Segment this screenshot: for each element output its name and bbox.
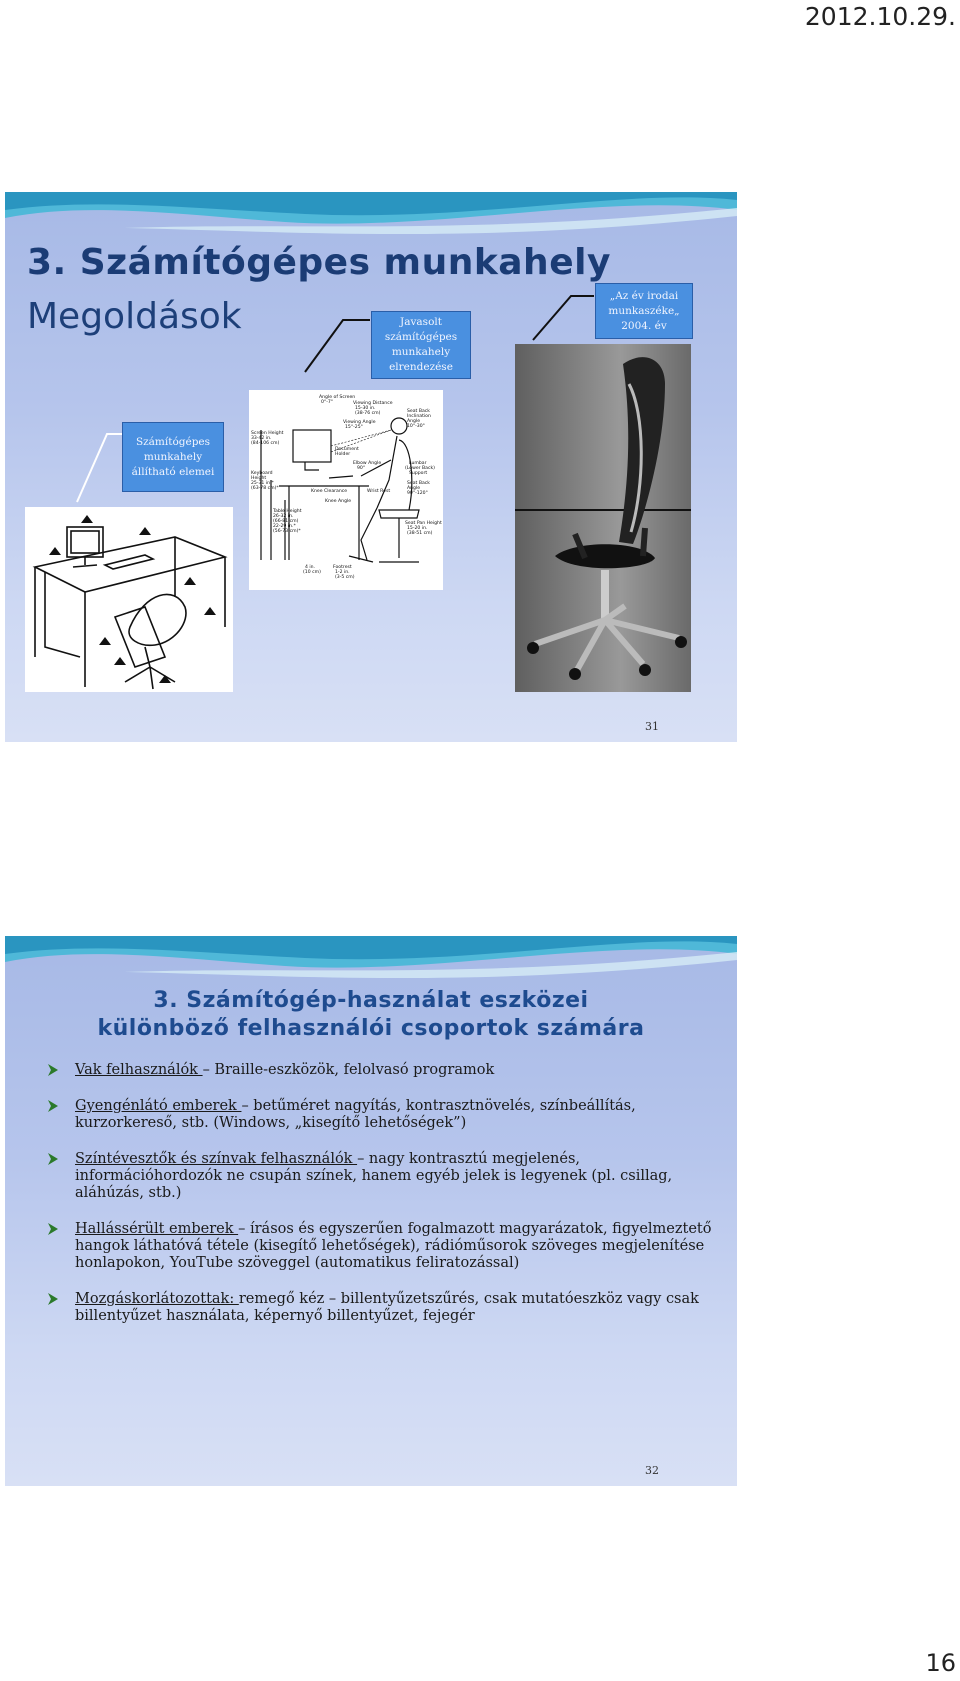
slide-number: 31 — [645, 720, 659, 733]
svg-text:(10 cm): (10 cm) — [303, 570, 321, 575]
svg-text:4 in.: 4 in. — [305, 565, 316, 570]
svg-text:(38-51 cm): (38-51 cm) — [407, 531, 433, 536]
print-date: 2012.10.29. — [804, 2, 956, 31]
svg-text:90°-120°: 90°-120° — [407, 491, 428, 496]
callout-adjustable-elements: Számítógépes munkahely állítható elemei — [122, 422, 224, 492]
svg-text:(Lower Back): (Lower Back) — [405, 466, 435, 471]
svg-text:Viewing Distance: Viewing Distance — [353, 401, 393, 406]
list-item — [47, 1291, 717, 1325]
svg-text:Seat Back: Seat Back — [407, 481, 430, 486]
svg-text:Angle: Angle — [407, 419, 421, 424]
svg-text:33-42 in.: 33-42 in. — [251, 436, 272, 441]
svg-text:Screen Height: Screen Height — [251, 431, 284, 436]
svg-text:Viewing Angle: Viewing Angle — [343, 420, 376, 425]
svg-text:Footrest: Footrest — [333, 565, 352, 570]
adjustable-workstation-illustration — [25, 507, 233, 692]
svg-text:Angle: Angle — [407, 486, 421, 491]
svg-text:(56-73 cm)*: (56-73 cm)* — [273, 529, 301, 534]
svg-text:Elbow Angle: Elbow Angle — [353, 461, 382, 466]
svg-text:15°-25°: 15°-25° — [345, 425, 363, 430]
group-term: Vak felhasználók — [75, 1062, 203, 1078]
svg-text:Inclination: Inclination — [407, 414, 431, 419]
list-item — [47, 1062, 717, 1079]
svg-text:Angle of Screen: Angle of Screen — [319, 395, 356, 400]
list-item — [47, 1151, 717, 1202]
svg-text:15-20 in.: 15-20 in. — [407, 526, 428, 531]
svg-text:Seat Back: Seat Back — [407, 409, 430, 414]
svg-text:(3-5 cm): (3-5 cm) — [335, 575, 355, 580]
slide-31 — [5, 192, 737, 742]
slide1-title: 3. Számítógépes munkahely — [27, 242, 611, 283]
svg-text:Knee Clearance: Knee Clearance — [311, 489, 348, 494]
svg-text:(66-81 cm): (66-81 cm) — [273, 519, 299, 524]
group-text: – nagy kontrasztú megjelenés, információhordozók ne csupán színek, hanem egyéb jelek is legyenek (pl. csillag, aláhúzás, stb.) — [75, 1151, 673, 1201]
svg-text:Keyboard: Keyboard — [251, 471, 273, 476]
group-text: – írásos és egyszerűen fogalmazott magyarázatok, figyelmeztető hangok láthatóvá tétele (kisegítő lehetőségek), rádióműsorok szöveges megjelenítése honlapokon, YouTube szöveggel (automatikus feliratozással) — [75, 1221, 712, 1271]
svg-text:(38-76 cm): (38-76 cm) — [355, 411, 381, 416]
workstation-dimensions-diagram — [249, 390, 443, 590]
svg-text:1-2 in.: 1-2 in. — [335, 570, 350, 575]
svg-text:25-31 in.*: 25-31 in.* — [251, 481, 274, 486]
page-number: 16 — [925, 1649, 956, 1677]
svg-text:10°-30°: 10°-30° — [407, 424, 425, 429]
svg-text:Seat Pan Height: Seat Pan Height — [405, 521, 442, 526]
slide1-subtitle: Megoldások — [27, 296, 242, 337]
slide-number: 32 — [645, 1464, 659, 1477]
group-term: Mozgáskorlátozottak: — [75, 1291, 239, 1307]
callout-office-chair: „Az év irodai munkaszéke„ 2004. év — [595, 283, 693, 339]
svg-text:Document: Document — [335, 447, 359, 452]
office-chair-photo — [515, 344, 691, 692]
bullet-arrow-icon — [47, 1221, 59, 1237]
svg-text:0°-7°: 0°-7° — [321, 400, 334, 405]
user-groups-list — [47, 1062, 717, 1344]
list-item — [47, 1098, 717, 1132]
group-term: Hallássérült emberek — [75, 1221, 239, 1237]
bullet-arrow-icon — [47, 1151, 59, 1167]
slide-32 — [5, 936, 737, 1486]
svg-text:Knee Angle: Knee Angle — [325, 499, 352, 504]
group-term: Színtévesztők és színvak felhasználók — [75, 1151, 358, 1167]
bullet-arrow-icon — [47, 1062, 59, 1078]
svg-text:Wrist Rest: Wrist Rest — [367, 489, 391, 494]
group-term: Gyengénlátó emberek — [75, 1098, 242, 1114]
group-text: – Braille-eszközök, felolvasó programok — [202, 1062, 495, 1078]
slide2-title-line1: 3. Számítógép-használat eszközei — [153, 988, 589, 1013]
svg-text:(63-78 cm)*: (63-78 cm)* — [251, 486, 279, 491]
svg-text:Lumbar: Lumbar — [409, 461, 427, 466]
bullet-arrow-icon — [47, 1291, 59, 1307]
svg-text:22-29 in.*: 22-29 in.* — [273, 524, 296, 529]
svg-text:26-32 in.: 26-32 in. — [273, 514, 294, 519]
callout-recommended-layout: Javasolt számítógépes munkahely elrendezése — [371, 311, 471, 379]
svg-text:Height: Height — [251, 476, 267, 481]
bullet-arrow-icon — [47, 1098, 59, 1114]
svg-text:Holder: Holder — [335, 452, 351, 457]
slide2-title-line2: különböző felhasználói csoportok számára — [97, 1016, 645, 1041]
group-text: – betűméret nagyítás, kontrasztnövelés, színbeállítás, kurzorkereső, stb. (Windows, „kisegítő lehetőségek”) — [75, 1098, 636, 1131]
svg-text:15-30 in.: 15-30 in. — [355, 406, 376, 411]
list-item — [47, 1221, 717, 1272]
svg-text:90°: 90° — [357, 466, 366, 471]
group-text: remegő kéz – billentyűzetszűrés, csak mutatóeszköz vagy csak billentyűzet használata, képernyő billentyűzet, fejegér — [75, 1291, 699, 1324]
svg-text:Support: Support — [409, 471, 428, 476]
svg-text:(84-106 cm): (84-106 cm) — [251, 441, 280, 446]
svg-text:Table Height: Table Height — [273, 509, 302, 514]
